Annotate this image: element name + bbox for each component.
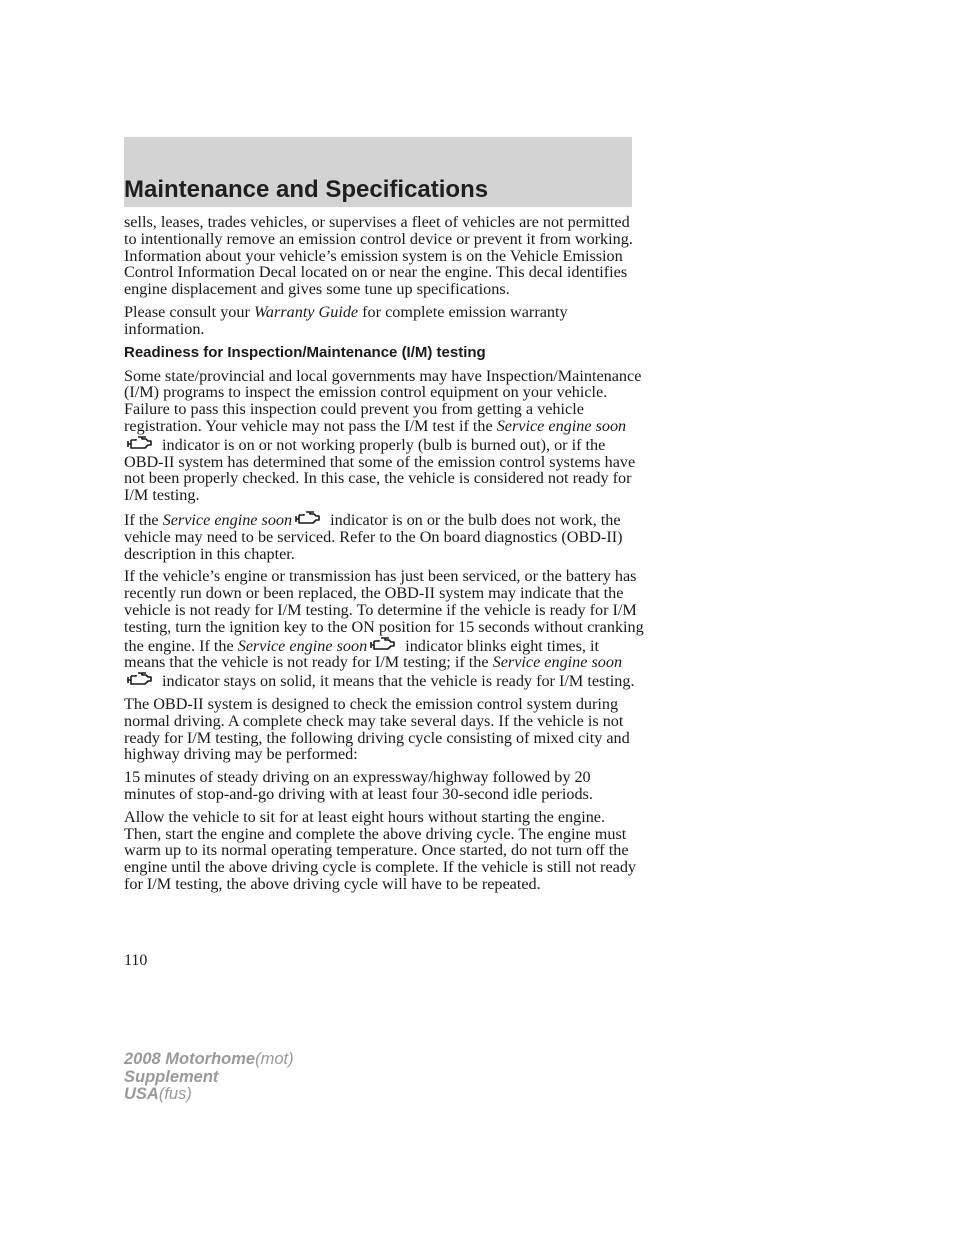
- warranty-guide-title: Warranty Guide: [253, 302, 359, 321]
- paragraph-obd-design: The OBD-II system is designed to check the emission control system during normal driving. A complete check may take several days. If the vehicle is not ready for I/M testing, the following driving cycle consisting of mixed city and highway driving may be performed:: [124, 694, 630, 764]
- check-engine-icon: [293, 510, 323, 526]
- page-number: 110: [124, 952, 148, 969]
- footer-line-1: 2008 Motorhome(mot): [124, 1050, 294, 1068]
- paragraph-readiness-check: If the vehicle’s engine or transmission has just been serviced, or the battery has recently run down or been replaced, the OBD-II system may indicate that the vehicle is not ready for I/M testing. To determine if the vehicle is ready for I/M testing, turn the ignition key to the ON position for 15 seconds without cranking the engine. If the Service engine soon indicator blinks eight times, it means that the vehicle is not ready for I/M testing; if the Service engine soon indicator stays on solid, it means that the vehicle is ready for I/M testing.: [124, 567, 644, 691]
- footer-edition: [124, 1051, 294, 1104]
- paragraph-im-programs: Some state/provincial and local governments may have Inspection/Maintenance (I/M) programs to inspect the emission control equipment on your vehicle. Failure to pass this inspection could prevent you from getting a vehicle registration. Your vehicle may not pass the I/M test if the Service engine soon indicator is on or not working properly (bulb is burned out), or if the OBD-II system has determined that some of the emission control systems have not been properly checked. In this case, the vehicle is considered not ready for I/M testing.: [124, 366, 642, 505]
- paragraph-driving-cycle: 15 minutes of steady driving on an expressway/highway followed by 20 minutes of stop-and-go driving with at least four 30-second idle periods.: [124, 768, 593, 803]
- footer-line-2: Supplement: [124, 1067, 219, 1086]
- paragraph-repeat-cycle: Allow the vehicle to sit for at least eight hours without starting the engine. Then, start the engine and complete the above driving cycle. The engine must warm up to its normal operating temperature. Once started, do not turn off the engine until the above driving cycle is complete. If the vehicle is still not ready for I/M testing, the above driving cycle will have to be repeated.: [124, 807, 637, 893]
- heading-readiness: Readiness for Inspection/Maintenance (I/M) testing: [124, 343, 486, 361]
- paragraph-emission-device: sells, leases, trades vehicles, or supervises a fleet of vehicles are not permitted to intentionally remove an emission control device or prevent it from working. Information about your vehicle’s emission system is on the Vehicle Emission Control Information Decal located on or near the engine. This decal identifies engine displacement and gives some tune up specifications.: [124, 213, 633, 299]
- section-title: Maintenance and Specifications: [124, 176, 489, 203]
- paragraph-warranty: Please consult your Warranty Guide for complete emission warranty information.: [124, 302, 568, 338]
- check-engine-icon: [125, 671, 155, 687]
- check-engine-icon: [125, 435, 155, 451]
- page-content: [124, 214, 644, 899]
- paragraph-indicator-on: If the Service engine soon indicator is on or the bulb does not work, the vehicle may need to be serviced. Refer to the On board diagnostics (OBD-II) description in this chapter.: [124, 510, 623, 563]
- footer-line-3: USA(fus): [124, 1085, 192, 1103]
- check-engine-icon: [368, 636, 398, 652]
